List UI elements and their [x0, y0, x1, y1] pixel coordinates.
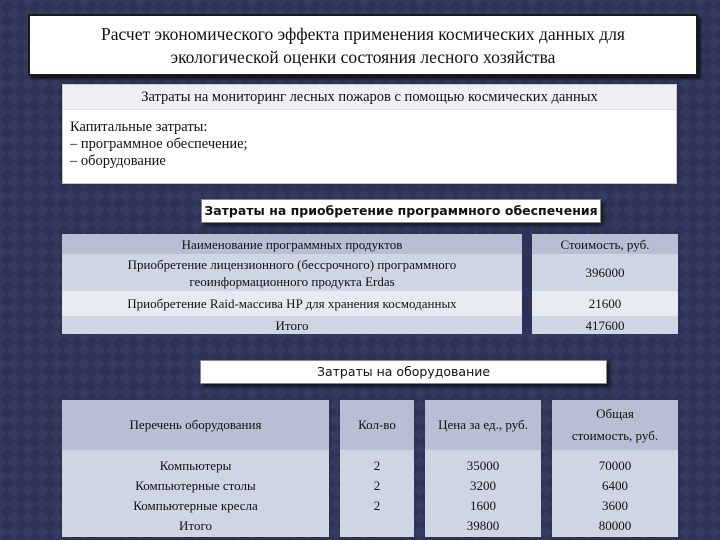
table-row: [62, 400, 678, 450]
hardware-table: [62, 400, 678, 537]
software-section-label: Затраты на приобретение программного обеспечения: [201, 199, 601, 223]
hardware-total-header-line: стоимость, руб.: [571, 428, 659, 443]
monitoring-costs-box: [62, 84, 677, 184]
software-name-cell: [62, 254, 522, 291]
table-row: [62, 450, 678, 537]
hardware-total: 80000: [598, 518, 632, 533]
table-row: [62, 316, 678, 334]
hardware-qty: 2: [373, 498, 381, 513]
table-row: [62, 254, 678, 291]
hardware-total-cell: [552, 450, 678, 537]
monitoring-costs-header: Затраты на мониторинг лесных пожаров с помощью космических данных: [63, 85, 676, 110]
hardware-total-header: [552, 400, 678, 450]
hardware-qty: 2: [373, 458, 381, 473]
hardware-name: Компьютерные столы: [135, 478, 256, 493]
hardware-section-label: Затраты на оборудование: [200, 360, 607, 384]
hardware-total: 6400: [602, 478, 628, 493]
software-cost-header: Стоимость, руб.: [522, 234, 678, 254]
hardware-name-header: Перечень оборудования: [62, 400, 329, 450]
table-row: [62, 291, 678, 316]
capital-costs-list: [63, 110, 676, 170]
software-total-value: 417600: [522, 316, 678, 334]
hardware-name: Компьютерные кресла: [133, 498, 258, 513]
table-row: [62, 234, 678, 254]
software-table: [62, 234, 678, 334]
title-line-2: экологической оценки состояния лесного хозяйства: [170, 47, 556, 67]
hardware-price-header: Цена за ед., руб.: [425, 400, 541, 450]
title-line-1: Расчет экономического эффекта применения космических данных для: [101, 24, 625, 44]
hardware-name: Компьютеры: [159, 458, 232, 473]
software-name-line: Приобретение лицензионного (бессрочного) программного: [127, 256, 457, 272]
software-name-cell: Приобретение Raid-массива HP для хранения космоданных: [62, 291, 522, 316]
software-name-header: Наименование программных продуктов: [62, 234, 522, 254]
software-total-label: Итого: [62, 316, 522, 334]
hardware-price: 1600: [470, 498, 496, 513]
hardware-qty-cell: [340, 450, 414, 537]
hardware-total: 3600: [602, 498, 628, 513]
hardware-price: 39800: [466, 518, 500, 533]
hardware-name-cell: [62, 450, 329, 537]
hardware-total: 70000: [598, 458, 632, 473]
capital-costs-line: Капитальные затраты:: [70, 119, 208, 135]
hardware-price-cell: [425, 450, 541, 537]
software-cost-cell: 21600: [522, 291, 678, 316]
software-name-line: геоинформационного продукта Erdas: [189, 273, 395, 289]
hardware-price: 35000: [466, 458, 500, 473]
software-cost-cell: 396000: [522, 254, 678, 291]
slide-title: [28, 14, 698, 76]
hardware-costs-line: – оборудование: [70, 153, 166, 169]
hardware-qty-header: Кол-во: [340, 400, 414, 450]
hardware-name: Итого: [179, 518, 212, 533]
hardware-qty: 2: [373, 478, 381, 493]
software-costs-line: – программное обеспечение;: [70, 136, 248, 152]
hardware-total-header-line: Общая: [596, 406, 634, 421]
hardware-price: 3200: [470, 478, 496, 493]
